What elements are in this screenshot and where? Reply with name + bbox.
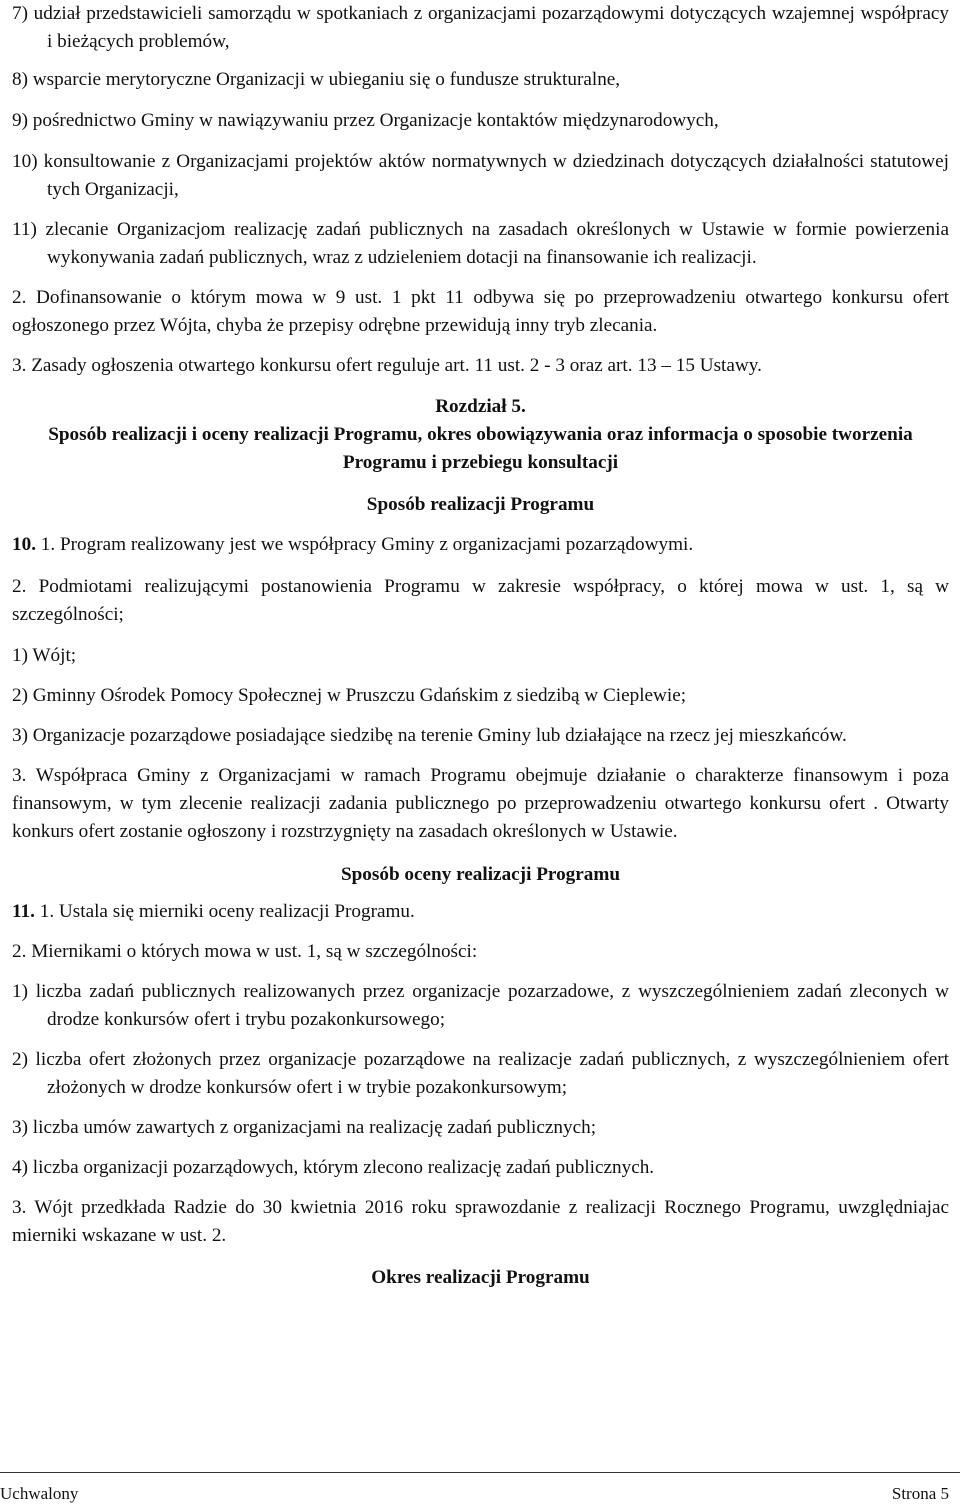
paragraph-number: 10.	[12, 534, 36, 555]
list-item-10: 10) konsultowanie z Organizacjami projektów aktów normatywnych w dziedzinach dotyczących działalności statutowej tych Organizacji,	[12, 151, 949, 200]
paragraph-11-1	[12, 898, 949, 926]
list-item: 4) liczba organizacji pozarządowych, którym zlecono realizację zadań publicznych.	[12, 1157, 655, 1178]
list-item-11: 11) zlecanie Organizacjom realizację zadań publicznych na zasadach określonych w Ustawie w formie powierzenia wykonywania zadań publicznych, wraz z udzieleniem dotacji na finansowanie ich realizacji.	[12, 219, 949, 268]
chapter-title: Sposób realizacji i oceny realizacji Programu, okres obowiązywania oraz informacja o sposobie tworzenia Programu i przebiegu konsultacji	[48, 424, 913, 473]
document-body	[12, 0, 949, 1292]
footer-status: Uchwalony	[0, 1484, 79, 1503]
paragraph-11-3: 3. Wójt przedkłada Radzie do 30 kwietnia 2016 roku sprawozdanie z realizacji Rocznego Programu, uwzględniajac mierniki wskazane w ust. 2.	[12, 1197, 949, 1246]
paragraph-10-2: 2. Podmiotami realizującymi postanowienia Programu w zakresie współpracy, o której mowa w ust. 1, są w szczególności;	[12, 576, 949, 625]
paragraph-3: 3. Zasady ogłoszenia otwartego konkursu ofert reguluje art. 11 ust. 2 - 3 oraz art. 13 – 15 Ustawy.	[12, 355, 762, 376]
list-item: 2) liczba ofert złożonych przez organizacje pozarządowe na realizacje zadań publicznych, z wyszczególnieniem ofert złożonych w drodze konkursów ofert i w trybie pozakonkursowym;	[12, 1049, 949, 1098]
paragraph-number: 11.	[12, 901, 35, 922]
page-number: Strona 5	[891, 1484, 949, 1503]
list-item: 3) liczba umów zawartych z organizacjami na realizację zadań publicznych;	[12, 1117, 597, 1138]
footer-divider	[0, 1472, 960, 1473]
list-item-8: 8) wsparcie merytoryczne Organizacji w ubieganiu się o fundusze strukturalne,	[12, 69, 621, 90]
list-item: 1) Wójt;	[12, 645, 77, 666]
paragraph-text: 1. Program realizowany jest we współpracy Gminy z organizacjami pozarządowymi.	[40, 534, 694, 555]
section-heading-okres: Okres realizacji Programu	[371, 1267, 590, 1288]
paragraph-10-3: 3. Współpraca Gminy z Organizacjami w ramach Programu obejmuje działanie o charakterze finansowym i poza finansowym, w tym zlecenie realizacji zadania publicznego po przeprowadzeniu otwartego konkursu ofert . Otwarty konkurs ofert zostanie ogłoszony i rozstrzygnięty na zasadach określonych w Ustawie.	[12, 765, 949, 842]
section-heading-realizacja: Sposób realizacji Programu	[366, 494, 595, 515]
paragraph-2: 2. Dofinansowanie o którym mowa w 9 ust. 1 pkt 11 odbywa się po przeprowadzeniu otwartego konkursu ofert ogłoszonego przez Wójta, chyba że przepisy odrębne przewidują inny tryb zlecania.	[12, 287, 949, 336]
paragraph-10-1	[12, 531, 949, 559]
section-heading-ocena: Sposób oceny realizacji Programu	[340, 864, 621, 885]
list-item-7: 7) udział przedstawicieli samorządu w spotkaniach z organizacjami pozarządowymi dotyczących wzajemnej współpracy i bieżących problemów,	[12, 3, 949, 52]
list-item: 2) Gminny Ośrodek Pomocy Społecznej w Pruszczu Gdańskim z siedzibą w Cieplewie;	[12, 685, 687, 706]
chapter-number: Rozdział 5.	[435, 396, 526, 417]
list-item-9: 9) pośrednictwo Gminy w nawiązywaniu przez Organizacje kontaktów międzynarodowych,	[12, 110, 719, 131]
paragraph-text: 1. Ustala się mierniki oceny realizacji Programu.	[39, 901, 415, 922]
page-footer	[0, 1480, 960, 1508]
list-item: 1) liczba zadań publicznych realizowanych przez organizacje pozarzadowe, z wyszczególnieniem zadań zleconych w drodze konkursów ofert i trybu pozakonkursowego;	[12, 981, 949, 1030]
list-item: 3) Organizacje pozarządowe posiadające siedzibę na terenie Gminy lub działające na rzecz jej mieszkańców.	[12, 725, 847, 746]
paragraph-11-2: 2. Miernikami o których mowa w ust. 1, są w szczególności:	[12, 941, 478, 962]
